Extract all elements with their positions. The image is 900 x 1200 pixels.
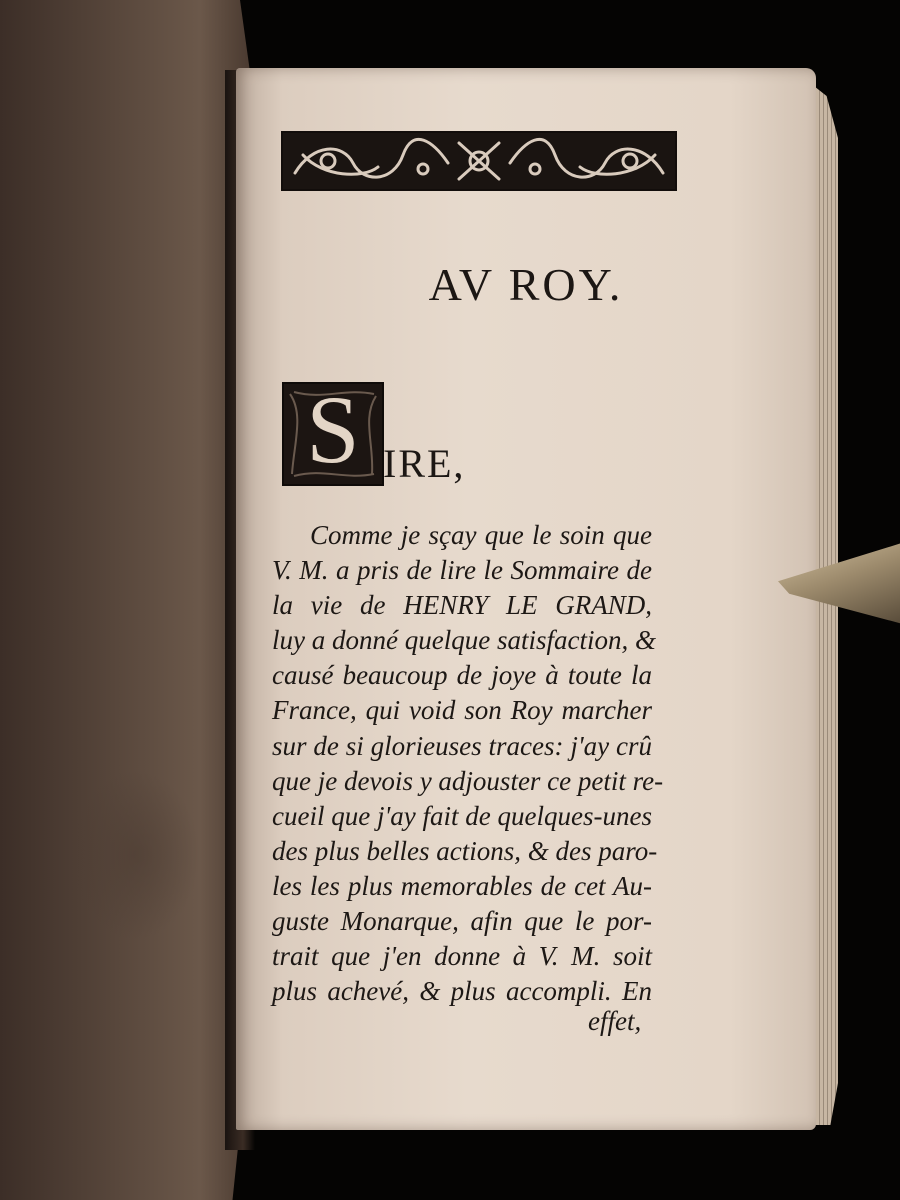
text-line: causé beaucoup de joye à toute la — [272, 660, 652, 691]
text-line: plus achevé, & plus accompli. En — [272, 976, 652, 1007]
text-line: V. M. a pris de lire le Sommaire de — [272, 555, 652, 586]
text-line: la vie de HENRY LE GRAND, — [272, 590, 652, 621]
initial-letter: S — [306, 376, 360, 483]
salutation: IRE, — [383, 441, 466, 486]
text-line: des plus belles actions, & des paro- — [272, 835, 658, 866]
catchword: effet, — [588, 1006, 642, 1036]
text-line: France, qui void son Roy marcher — [272, 695, 652, 726]
page-title: AV ROY. — [428, 259, 624, 310]
text-line: luy a donné quelque satisfaction, & — [272, 625, 656, 656]
text-line: Comme je sçay que le soin que — [310, 520, 652, 550]
text-line: guste Monarque, afin que le por- — [272, 906, 652, 937]
text-line: trait que j'en donne à V. M. soit — [272, 941, 652, 972]
text-line: sur de si glorieuses traces: j'ay crû — [272, 730, 652, 761]
header-ornament — [281, 131, 677, 191]
text-line: les les plus memorables de cet Au- — [272, 870, 652, 901]
text-line: que je devois y adjouster ce petit re- — [272, 765, 664, 796]
foxing-stain — [70, 770, 200, 940]
body-text — [272, 518, 664, 1009]
left-page — [0, 0, 250, 1200]
decorated-initial — [282, 376, 384, 486]
text-line: cueil que j'ay fait de quelques-unes — [272, 800, 652, 831]
